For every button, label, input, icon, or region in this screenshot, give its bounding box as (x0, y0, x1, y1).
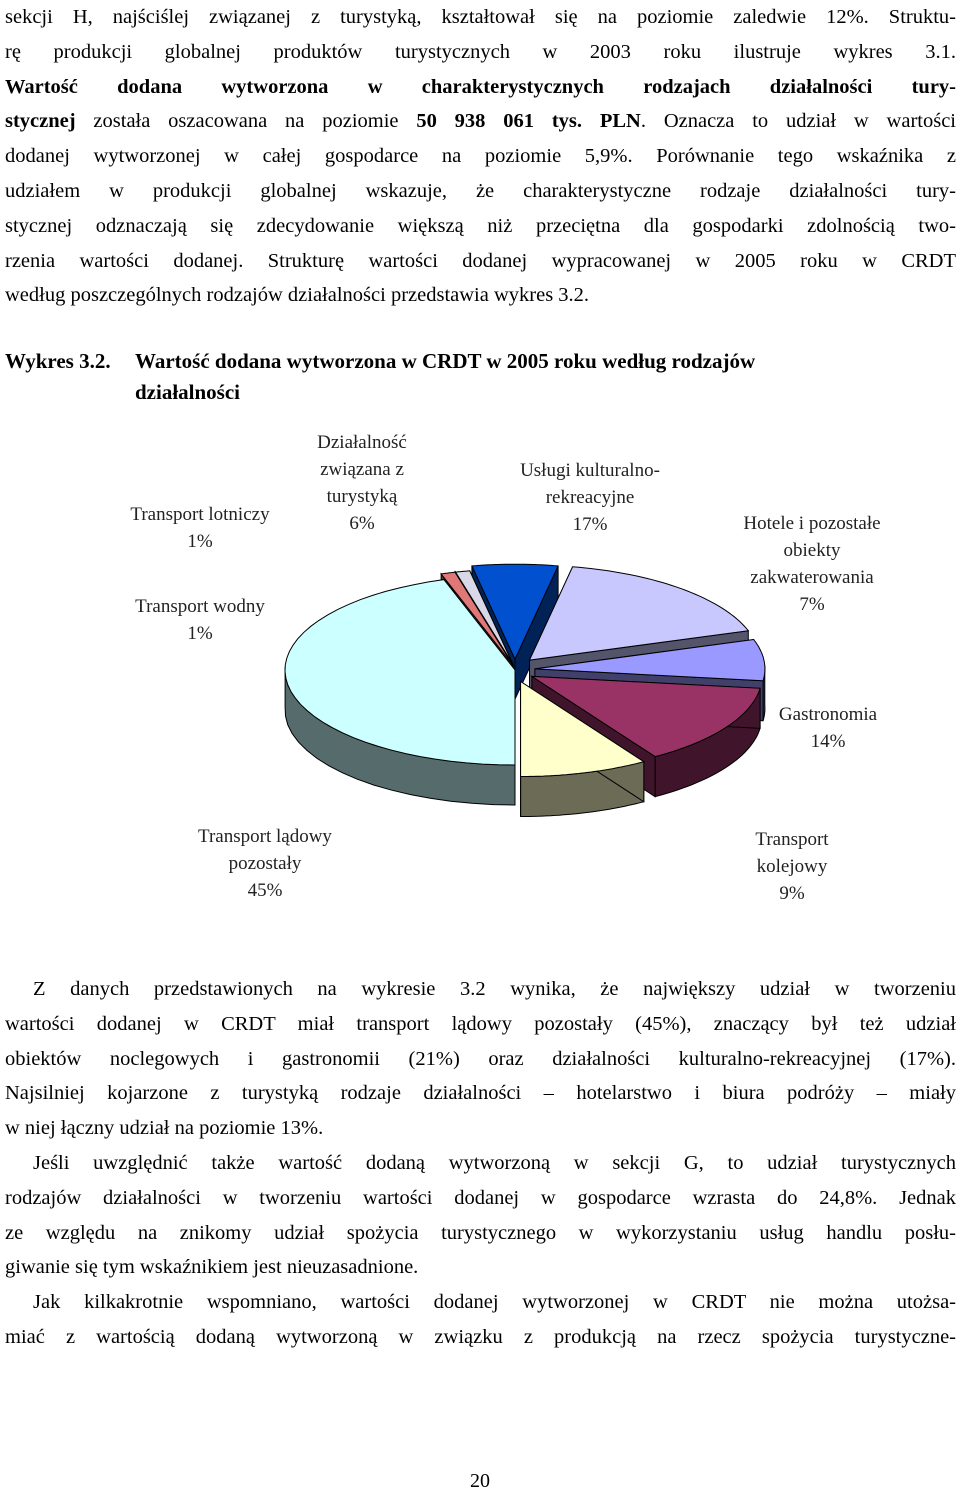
pie-slice-percent-label: 9% (779, 883, 805, 904)
intro-line (5, 209, 956, 244)
pie-slice-name-label: Działalność (317, 432, 407, 453)
pie-slice-name-label: Gastronomia (778, 704, 878, 725)
after-text-run: Jeśli uwzględnić także wartość dodaną wytworzoną w sekcji G, to udział turystycznych (33, 1151, 956, 1174)
pie-slice-name-label: związana z (320, 459, 404, 480)
intro-line (5, 104, 956, 139)
pie-slice-percent-label: 14% (810, 731, 846, 752)
pie-slice-percent-label: 1% (187, 623, 213, 644)
intro-text-run: rzenia wartości dodanej. Strukturę wartości dodanej wypracowanej w 2005 roku w CRDT (5, 249, 956, 272)
figure-title-line2: działalności (135, 380, 241, 404)
pie-slice-name-label: pozostały (228, 853, 302, 874)
after-line (5, 1042, 956, 1077)
pie-slice-name-label: Transport lotniczy (130, 504, 270, 525)
after-line (5, 1111, 956, 1146)
after-line (5, 1181, 956, 1216)
after-line (5, 1285, 956, 1320)
after-text-run: rodzajów działalności w tworzeniu wartości dodanej w gospodarce wzrasta do 24,8%. Jednak (5, 1186, 956, 1209)
after-text-run: giwanie się tym wskaźnikiem jest nieuzasadnione. (5, 1256, 419, 1279)
intro-line (5, 139, 956, 174)
intro-line (5, 0, 956, 35)
after-line (5, 1146, 956, 1181)
after-text-run: Z danych przedstawionych na wykresie 3.2 wynika, że największy udział w tworzeniu (33, 978, 956, 1000)
intro-line (5, 70, 956, 105)
intro-line (5, 35, 956, 70)
intro-text-run: 50 938 061 tys. PLN (416, 110, 641, 133)
pie-slice-percent-label: 45% (247, 880, 283, 901)
intro-text-run: udziałem w produkcji globalnej wskazuje, że charakterystyczne rodzaje działalności tury- (5, 179, 956, 202)
intro-text-run: sekcji H, najściślej związanej z turystyką, kształtował się na poziomie zaledwie 12%. Struktu- (5, 6, 956, 28)
pie-chart (0, 420, 960, 940)
pie-slice-name-label: Transport lądowy (198, 826, 332, 847)
after-line (5, 1007, 956, 1042)
intro-text-run: . Oznacza to udział w wartości (640, 110, 956, 133)
intro-line (5, 244, 956, 279)
after-line (5, 972, 956, 1007)
pie-chart-svg (0, 420, 960, 940)
after-text-run: w niej łączny udział na poziomie 13%. (5, 1117, 324, 1140)
intro-paragraph (5, 0, 956, 313)
intro-text-run: dodanej wytworzonej w całej gospodarce na poziomie 5,9%. Porównanie tego wskaźnika z (5, 145, 956, 168)
intro-text-run: stycznej (5, 110, 76, 133)
after-text-run: Jak kilkakrotnie wspomniano, wartości dodanej wytworzonej w CRDT nie można utożsa- (33, 1291, 956, 1314)
figure-caption (5, 346, 956, 408)
body-paragraphs (5, 972, 956, 1355)
pie-slice-name-label: zakwaterowania (750, 567, 874, 588)
pie-slice-percent-label: 6% (349, 513, 375, 534)
pie-slice-percent-label: 7% (799, 594, 825, 615)
pie-slice-name-label: Hotele i pozostałe (743, 513, 881, 534)
pie-slice-name-label: kolejowy (756, 856, 828, 877)
page-number: 20 (470, 1470, 490, 1492)
after-text-run: ze względu na znikomy udział spożycia turystycznego w wykorzystaniu usług handlu posłu- (5, 1221, 956, 1244)
after-line (5, 1076, 956, 1111)
intro-text-run: według poszczególnych rodzajów działalności przedstawia wykres 3.2. (5, 284, 590, 307)
pie-slice-percent-label: 17% (572, 514, 608, 535)
pie-slice-name-label: turystyką (326, 486, 398, 507)
figure-label: Wykres 3.2. (5, 349, 111, 373)
intro-line (5, 278, 956, 313)
pie-slice-percent-label: 1% (187, 531, 213, 552)
intro-line (5, 174, 956, 209)
after-line (5, 1216, 956, 1251)
intro-text-run: rę produkcji globalnej produktów turystycznych w 2003 roku ilustruje wykres 3.1. (5, 40, 956, 63)
after-text-run: obiektów noclegowych i gastronomii (21%) oraz działalności kulturalno-rekreacyjnej (17%). (5, 1047, 956, 1070)
after-text-run: wartości dodanej w CRDT miał transport lądowy pozostały (45%), znaczący był też udział (5, 1012, 956, 1035)
intro-text-run: została oszacowana na poziomie (75, 110, 417, 133)
pie-slice-name-label: Transport wodny (135, 596, 265, 617)
figure-title-line1: Wartość dodana wytworzona w CRDT w 2005 roku według rodzajów (135, 349, 756, 373)
pie-slice-name-label: Usługi kulturalno- (520, 460, 660, 481)
intro-text-run: Wartość dodana wytworzona w charakterystycznych rodzajach działalności tury- (5, 75, 956, 98)
pie-slice-name-label: Transport (755, 829, 829, 850)
pie-slice-name-label: rekreacyjne (545, 487, 635, 508)
after-line (5, 1320, 956, 1355)
after-text-run: Najsilniej kojarzone z turystyką rodzaje działalności – hotelarstwo i biura podróży – miały (5, 1082, 956, 1105)
intro-text-run: stycznej odznaczają się zdecydowanie większą niż przeciętna dla gospodarki zdolnością two- (5, 214, 956, 237)
after-text-run: miać z wartością dodaną wytworzoną w związku z produkcją na rzecz spożycia turystyczne- (5, 1325, 956, 1348)
pie-slice-name-label: obiekty (783, 540, 841, 561)
after-line (5, 1250, 956, 1285)
